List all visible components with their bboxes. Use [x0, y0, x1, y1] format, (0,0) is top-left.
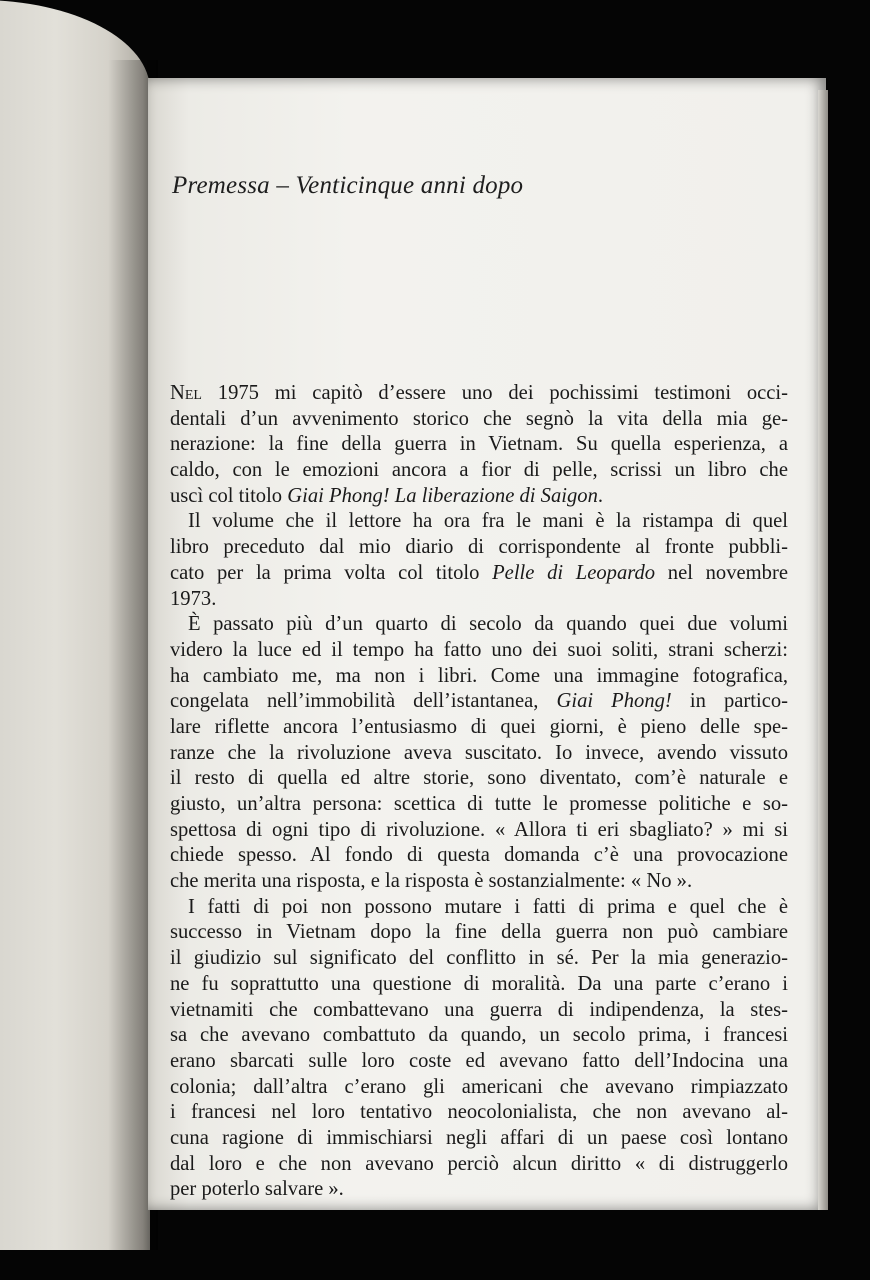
text-line	[170, 1126, 788, 1152]
text-line	[170, 766, 788, 792]
text-run: per poterlo salvare ».	[170, 1178, 344, 1201]
text-line	[170, 561, 788, 587]
paragraph	[170, 895, 788, 1203]
text-line	[170, 946, 788, 972]
text-line	[170, 1152, 788, 1178]
text-run: dal loro e che non avevano perciò alcun diritto « di distruggerlo	[170, 1152, 788, 1175]
text-line	[170, 715, 788, 741]
text-line	[170, 509, 788, 535]
text-run: successo in Vietnam dopo la fine della guerra non può cambiare	[170, 921, 788, 944]
text-run: spettosa di ogni tipo di rivoluzione. « Allora ti eri sbagliato? » mi si	[170, 818, 788, 841]
text-line	[170, 638, 788, 664]
body-text	[170, 381, 788, 1203]
text-line	[170, 843, 788, 869]
text-line	[170, 920, 788, 946]
text-run: congelata nell’immobilità dell’istantanea,	[170, 690, 557, 713]
text-line	[170, 689, 788, 715]
italic-title: Giai Phong!	[556, 690, 672, 713]
text-line	[170, 1075, 788, 1101]
text-run: cato per la prima volta col titolo	[170, 561, 493, 584]
text-run: il resto di quella ed altre storie, sono diventato, com’è naturale e	[170, 767, 788, 790]
text-run: il giudizio sul significato del conflitto in sé. Per la mia generazio-	[170, 947, 788, 970]
text-run: nerazione: la fine della guerra in Vietnam. Su quella esperienza, a	[170, 433, 788, 456]
text-run: sa che avevano combattuto da quando, un secolo prima, i francesi	[170, 1024, 788, 1047]
paragraph	[170, 381, 788, 509]
text-line	[170, 818, 788, 844]
text-line	[170, 1100, 788, 1126]
text-run: chiede spesso. Al fondo di questa domanda c’è una provocazione	[170, 844, 788, 867]
text-run: caldo, con le emozioni ancora a fior di pelle, scrissi un libro che	[170, 459, 788, 482]
text-line	[170, 895, 788, 921]
chapter-heading: Premessa – Venticinque anni dopo	[172, 172, 524, 199]
text-line	[170, 407, 788, 433]
text-line	[170, 972, 788, 998]
text-run: Nel	[170, 382, 202, 404]
text-line	[170, 998, 788, 1024]
text-line	[170, 792, 788, 818]
text-run: È passato più d’un quarto di secolo da quando quei due volumi	[188, 613, 788, 636]
text-run: uscì col titolo	[170, 484, 288, 507]
italic-title: Pelle di Leopardo	[492, 561, 656, 584]
text-run: nel novembre	[655, 561, 788, 584]
text-line	[170, 869, 788, 895]
text-line	[170, 381, 788, 407]
paragraph	[170, 509, 788, 612]
text-run: 1973.	[170, 587, 217, 610]
text-line	[170, 484, 788, 510]
text-run: videro la luce ed il tempo ha fatto uno dei suoi soliti, strani scherzi:	[170, 638, 788, 661]
text-run: ranze che la rivoluzione aveva suscitato. Io invece, avendo vissuto	[170, 741, 788, 764]
text-run: ne fu soprattutto una questione di moralità. Da una parte c’erano i	[170, 972, 788, 995]
page-edge	[818, 90, 828, 1210]
italic-title: Giai Phong! La liberazione di Saigon	[287, 484, 598, 507]
text-run: giusto, un’altra persona: scettica di tutte le promesse politiche e so-	[170, 793, 788, 815]
text-line	[170, 612, 788, 638]
text-line	[170, 664, 788, 690]
text-run: 1975 mi capitò d’essere uno dei pochissimi testimoni occi-	[201, 382, 788, 404]
text-run: dentali d’un avvenimento storico che segnò la vita della mia ge-	[170, 407, 788, 430]
text-line	[170, 432, 788, 458]
text-run: I fatti di poi non possono mutare i fatti di prima e quel che è	[188, 895, 788, 918]
text-line	[170, 741, 788, 767]
text-line	[170, 1049, 788, 1075]
text-run: libro preceduto dal mio diario di corrispondente al fronte pubbli-	[170, 536, 788, 559]
text-run: Il volume che il lettore ha ora fra le mani è la ristampa di quel	[188, 510, 788, 533]
text-run: ha cambiato me, ma non i libri. Come una immagine fotografica,	[170, 664, 788, 687]
text-line	[170, 1023, 788, 1049]
text-line	[170, 587, 788, 613]
paragraph	[170, 612, 788, 895]
text-run: colonia; dall’altra c’erano gli americani che avevano rimpiazzato	[170, 1075, 788, 1098]
text-run: i francesi nel loro tentativo neocolonialista, che non avevano al-	[170, 1101, 788, 1124]
text-run: cuna ragione di immischiarsi negli affari di un paese così lontano	[170, 1126, 788, 1149]
text-run: erano sbarcati sulle loro coste ed avevano fatto dell’Indocina una	[170, 1049, 788, 1072]
text-line	[170, 1177, 788, 1203]
text-run: .	[597, 484, 604, 507]
text-line	[170, 458, 788, 484]
text-run: lare riflette ancora l’entusiasmo di quei giorni, è pieno delle spe-	[170, 715, 788, 738]
text-run: in partico-	[671, 690, 789, 713]
text-run: che merita una risposta, e la risposta è sostanzialmente: « No ».	[170, 870, 693, 893]
text-run: vietnamiti che combattevano una guerra di indipendenza, la stes-	[170, 998, 788, 1021]
text-line	[170, 535, 788, 561]
